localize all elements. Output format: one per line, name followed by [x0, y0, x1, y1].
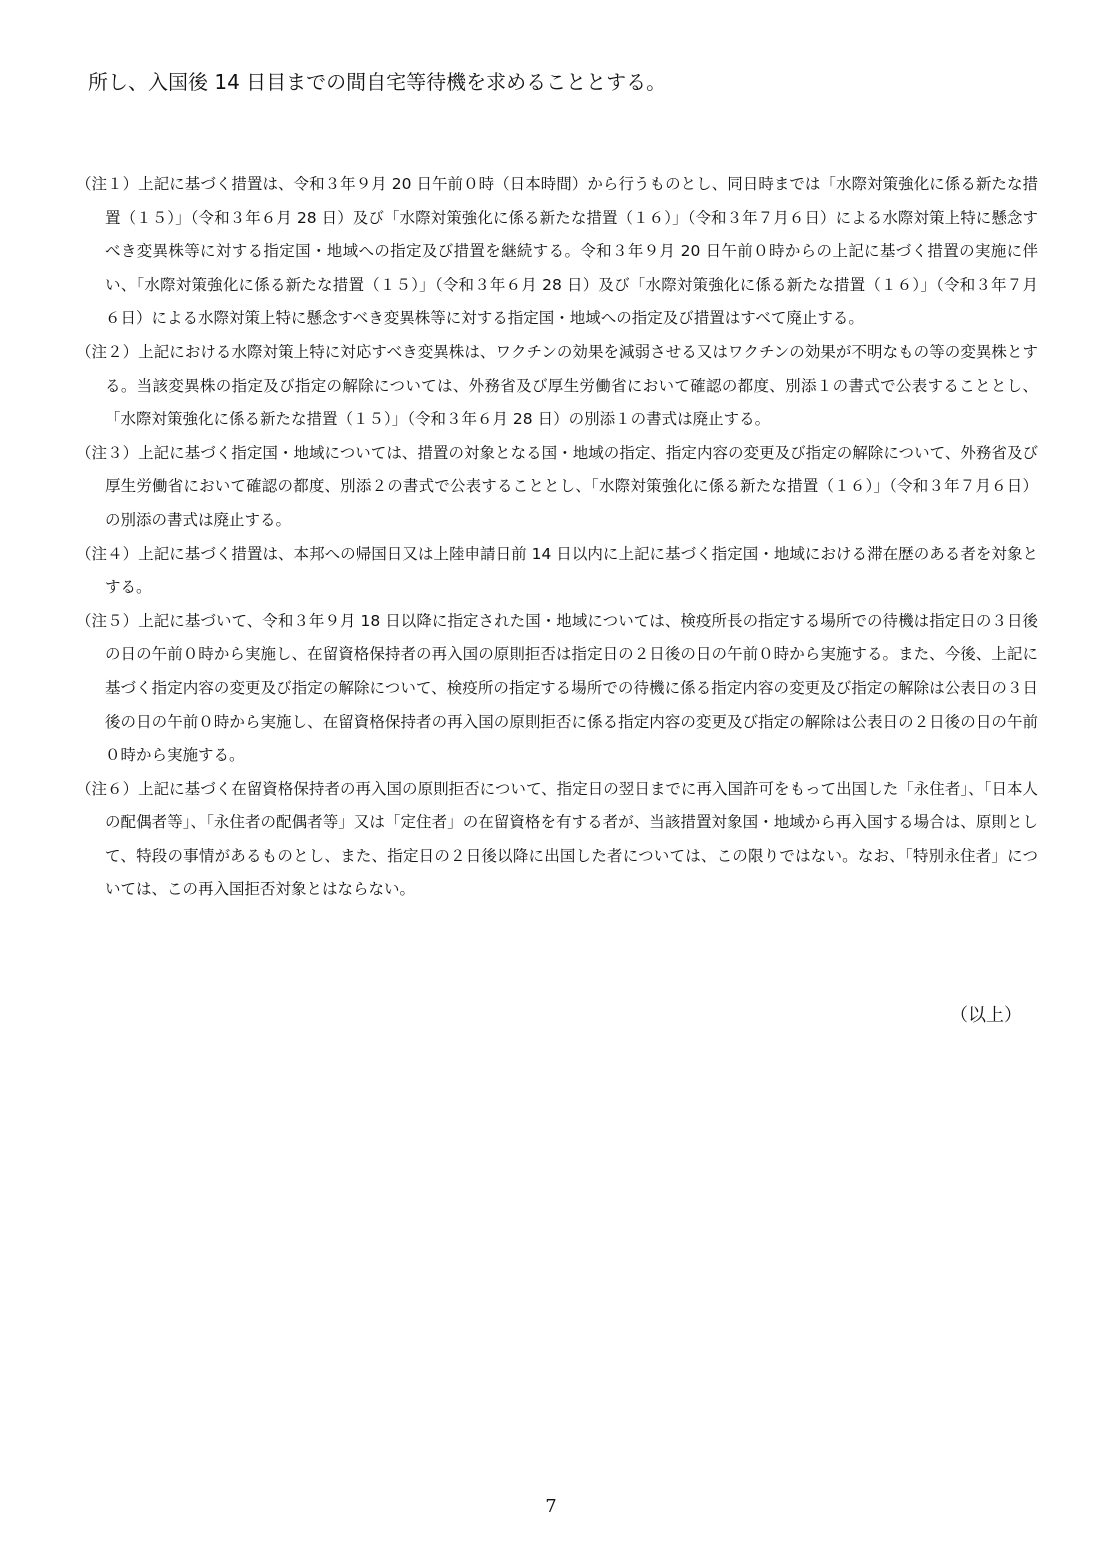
note-6: （注６）上記に基づく在留資格保持者の再入国の原則拒否について、指定日の翌日までに再入国許可をもって出国した「永住者」、「日本人の配偶者等」、「永住者の配偶者等」又は「定住者」の在留資格を有する者が、当該措置対象国・地域から再入国する場合は、原則として、特段の事情があるものとし、また、指定日の２日後以降に出国した者については、この限りではない。なお、「特別永住者」については、この再入国拒否対象とはならない。 — [76, 779, 1038, 899]
note-1: （注１）上記に基づく措置は、令和３年９月 20 日午前０時（日本時間）から行うものとし、同日時までは「水際対策強化に係る新たな措置（１５）」（令和３年６月 28 日）及び「水際対策強化に係る新たな措置（１６）」（令和３年７月６日）による水際対策上特に懸念すべき変異株等に対する指定国・地域への指定及び措置を継続する。令和３年９月 20 日午前０時からの上記に基づく措置の実施に伴い、「水際対策強化に係る新たな措置（１５）」（令和３年６月 28 日）及び「水際対策強化に係る新たな措置（１６）」（令和３年７月６日）による水際対策上特に懸念すべき変異株等に対する指定国・地域への指定及び措置はすべて廃止する。 — [76, 175, 1038, 328]
note-3: （注３）上記に基づく指定国・地域については、措置の対象となる国・地域の指定、指定内容の変更及び指定の解除について、外務省及び厚生労働省において確認の都度、別添２の書式で公表することとし、「水際対策強化に係る新たな措置（１６）」（令和３年７月６日）の別添の書式は廃止する。 — [76, 443, 1038, 529]
lead-paragraph: 所し、入国後 14 日目までの間自宅等待機を求めることとする。 — [88, 70, 667, 94]
closing-mark: （以上） — [950, 1005, 1022, 1026]
note-2: （注２）上記における水際対策上特に対応すべき変異株は、ワクチンの効果を減弱させる又はワクチンの効果が不明なもの等の変異株とする。当該変異株の指定及び指定の解除については、外務省及び厚生労働省において確認の都度、別添１の書式で公表することとし、「水際対策強化に係る新たな措置（１５）」（令和３年６月 28 日）の別添１の書式は廃止する。 — [76, 342, 1038, 429]
note-5: （注５）上記に基づいて、令和３年９月 18 日以降に指定された国・地域については、検疫所長の指定する場所での待機は指定日の３日後の日の午前０時から実施し、在留資格保持者の再入国の原則拒否は指定日の２日後の日の午前０時から実施する。また、今後、上記に基づく指定内容の変更及び指定の解除について、検疫所の指定する場所での待機に係る指定内容の変更及び指定の解除は公表日の３日後の日の午前０時から実施し、在留資格保持者の再入国の原則拒否に係る指定内容の変更及び指定の解除は公表日の２日後の日の午前０時から実施する。 — [76, 611, 1038, 765]
page-number: 7 — [545, 1496, 557, 1517]
notes-section — [76, 168, 1038, 907]
note-4: （注４）上記に基づく措置は、本邦への帰国日又は上陸申請日前 14 日以内に上記に基づく指定国・地域における滞在歴のある者を対象とする。 — [76, 544, 1038, 597]
